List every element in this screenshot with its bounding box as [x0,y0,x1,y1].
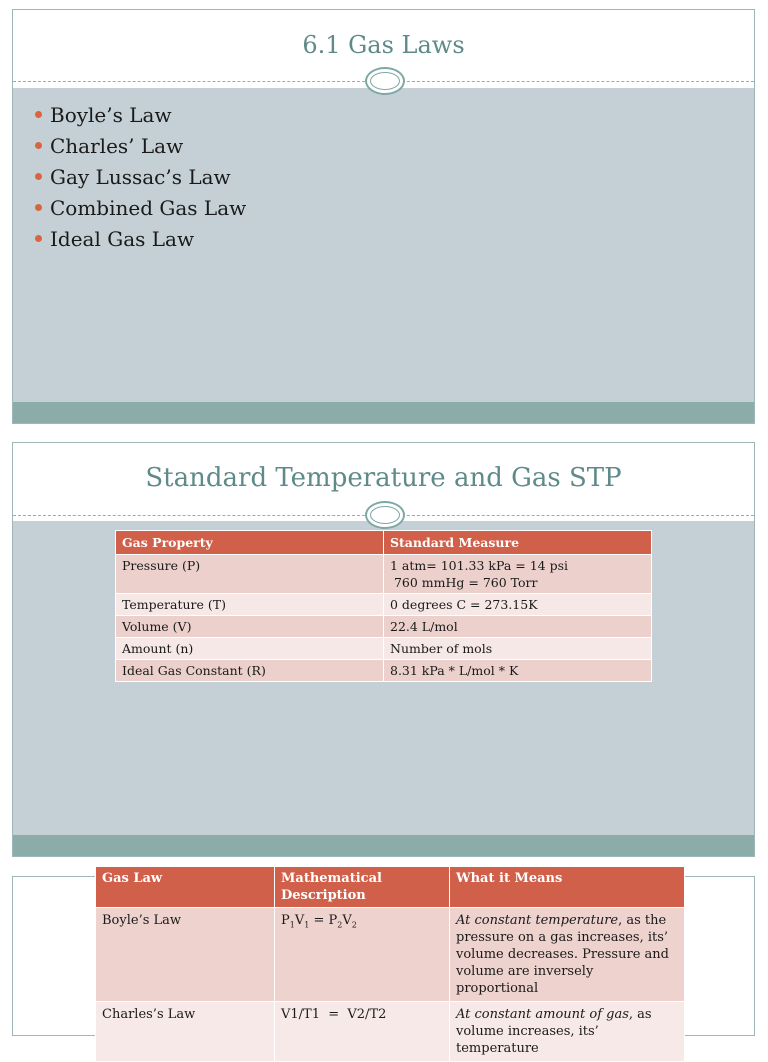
table-cell: Number of mols [384,638,652,660]
column-header: Gas Property [116,531,384,555]
table-row [116,555,652,594]
table-cell: Volume (V) [116,616,384,638]
table-row [116,660,652,682]
list-item: Boyle’s Law [35,100,246,131]
table-header-row [116,531,652,555]
slide-title: 6.1 Gas Laws [302,31,465,59]
slide-footer-bar [13,402,754,423]
table-cell: 8.31 kPa * L/mol * K [384,660,652,682]
list-item: Ideal Gas Law [35,224,246,255]
bullet-dot-icon [35,111,42,118]
ring-ornament-icon [365,67,405,95]
bullet-dot-icon [35,173,42,180]
table-cell: At constant amount of gas, as volume increases, its’ temperature [450,1002,685,1062]
list-item: Combined Gas Law [35,193,246,224]
column-header: Gas Law [96,867,275,908]
table-cell: Amount (n) [116,638,384,660]
table-row [116,594,652,616]
slide-footer-bar [13,835,754,856]
table-cell: Pressure (P) [116,555,384,594]
table-cell: 22.4 L/mol [384,616,652,638]
table-row [116,638,652,660]
gas-laws-list [35,100,246,255]
table-cell: 1 atm= 101.33 kPa = 14 psi 760 mmHg = 760 Torr [384,555,652,594]
table-cell: At constant temperature, as the pressure on a gas increases, its’ volume decreases. Pressure and volume are inversely proportional [450,908,685,1002]
bullet-dot-icon [35,142,42,149]
list-item: Gay Lussac’s Law [35,162,246,193]
slide-title: Standard Temperature and Gas STP [145,463,622,493]
table-row [96,1002,685,1062]
gas-laws-table [95,866,685,1062]
table-header-row [96,867,685,908]
column-header: What it Means [450,867,685,908]
table-row [96,908,685,1002]
table-row [116,616,652,638]
ring-ornament-icon [365,501,405,529]
column-header: Mathematical Description [275,867,450,908]
bullet-dot-icon [35,235,42,242]
table-cell: 0 degrees C = 273.15K [384,594,652,616]
bullet-dot-icon [35,204,42,211]
table-cell: $P_1V_1 = P_2V_2$ [275,908,450,1002]
table-cell: Charles’s Law [96,1002,275,1062]
table-cell: Boyle’s Law [96,908,275,1002]
slide-gas-laws [12,9,755,424]
column-header: Standard Measure [384,531,652,555]
table-cell: V1/T1 = V2/T2 [275,1002,450,1062]
slide-stp [12,442,755,857]
table-cell: Ideal Gas Constant (R) [116,660,384,682]
table-cell: Temperature (T) [116,594,384,616]
stp-table [115,530,652,682]
list-item: Charles’ Law [35,131,246,162]
